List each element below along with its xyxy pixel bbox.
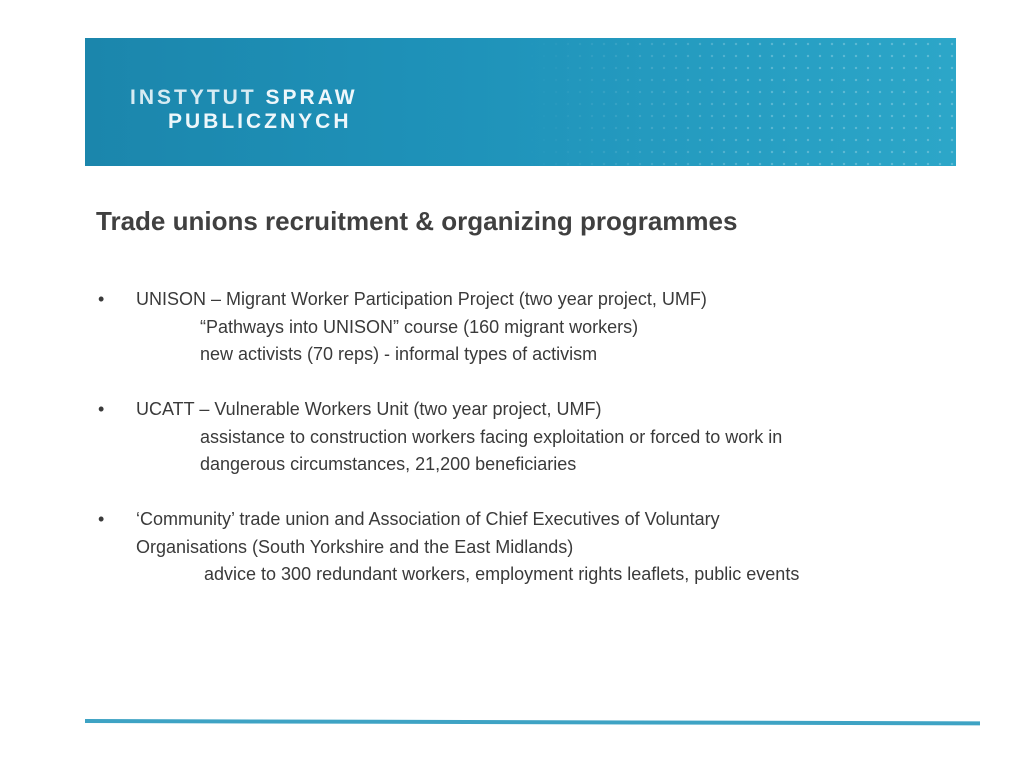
banner-dot-pattern — [526, 38, 956, 166]
bullet-item-community — [96, 506, 976, 589]
bullet-sub-text: assistance to construction workers facing exploitation or forced to work in — [200, 426, 783, 447]
slide-title: Trade unions recruitment & organizing programmes — [96, 206, 738, 236]
bullet-sub-text: dangerous circumstances, 21,200 beneficiaries — [200, 454, 577, 474]
bullet-icon: • — [98, 289, 105, 309]
bullet-item-unison — [96, 286, 976, 369]
bullet-list — [96, 286, 976, 616]
logo-word-spraw: SPRAW — [265, 86, 358, 109]
bullet-icon: • — [98, 509, 105, 529]
header-banner — [85, 38, 956, 166]
footer-divider — [85, 719, 980, 725]
institute-logo — [130, 86, 358, 134]
bullet-sub-text: new activists (70 reps) - informal types of activism — [200, 344, 598, 364]
logo-word-publicznych: PUBLICZNYCH — [168, 110, 352, 133]
bullet-main-text: UNISON – Migrant Worker Participation Project (two year project, UMF) — [136, 289, 707, 309]
bullet-sub-text: “Pathways into UNISON” course (160 migrant workers) — [200, 316, 639, 337]
bullet-main-text-continued: Organisations (South Yorkshire and the East Midlands) — [136, 536, 574, 557]
bullet-main-text: ‘Community’ trade union and Association of Chief Executives of Voluntary — [136, 509, 720, 529]
logo-word-instytut: INSTYTUT — [130, 86, 257, 109]
bullet-icon: • — [98, 399, 105, 419]
bullet-sub-text: advice to 300 redundant workers, employment rights leaflets, public events — [204, 564, 800, 584]
bullet-item-ucatt — [96, 396, 976, 479]
bullet-main-text: UCATT – Vulnerable Workers Unit (two year project, UMF) — [136, 399, 602, 419]
